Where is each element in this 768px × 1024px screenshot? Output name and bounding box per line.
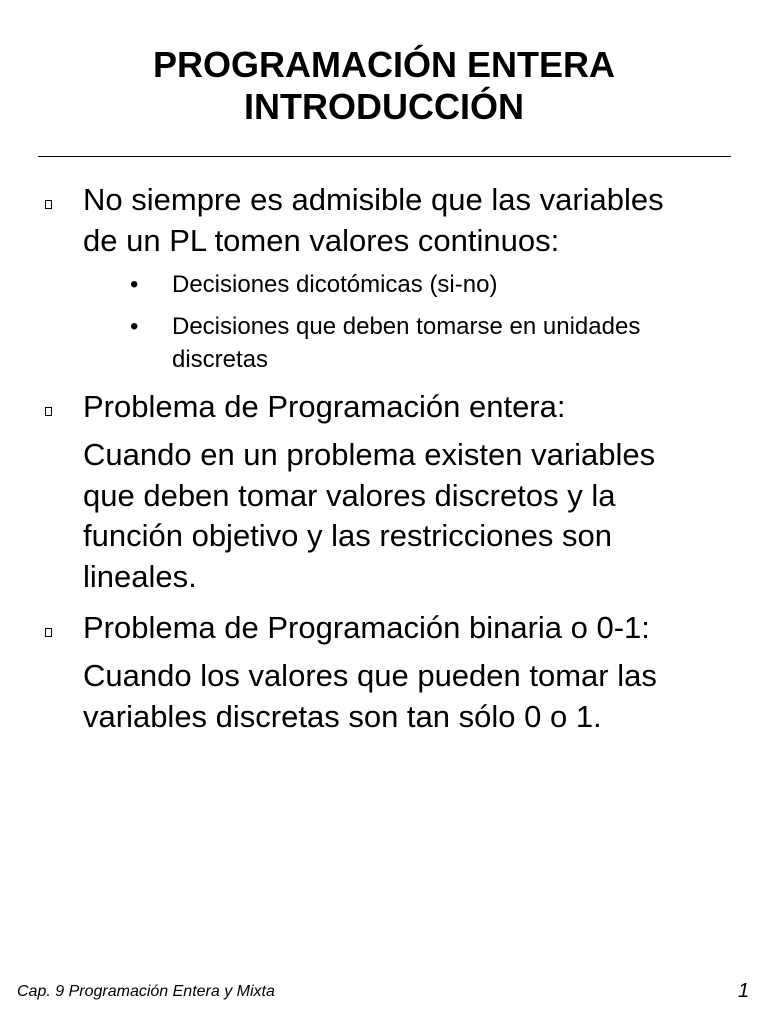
bullet-1-line-2: de un PL tomen valores continuos: [83, 223, 560, 258]
bullet-2-heading: Problema de Programación entera: [83, 389, 566, 424]
bullet-box-icon [45, 200, 52, 209]
bullet-2-line-2: que deben tomar valores discretos y la [83, 478, 616, 513]
slide-title-line-2: INTRODUCCIÓN [244, 86, 524, 127]
bullet-3-line-1: Cuando los valores que pueden tomar las [83, 658, 657, 693]
footer-chapter: Cap. 9 Programación Entera y Mixta [17, 983, 275, 1000]
bullet-box-icon [45, 407, 52, 416]
bullet-1-line-1: No siempre es admisible que las variables [83, 182, 664, 217]
sub-bullet-1: Decisiones dicotómicas (si-no) [172, 271, 498, 298]
bullet-2-line-4: lineales. [83, 559, 197, 594]
sub-bullet-dot-icon: • [130, 271, 139, 298]
sub-bullet-dot-icon: • [130, 313, 139, 340]
slide-title-line-1: PROGRAMACIÓN ENTERA [152, 44, 615, 85]
bullet-2-line-3: función objetivo y las restricciones son [83, 518, 612, 553]
sub-bullet-2-line-2: discretas [172, 346, 269, 373]
footer-page-number: 1 [738, 980, 750, 1002]
sub-bullet-2-line-1: Decisiones que deben tomarse en unidades [172, 313, 641, 340]
bullet-2-line-1: Cuando en un problema existen variables [83, 437, 656, 472]
bullet-3-heading: Problema de Programación binaria o 0-1: [83, 610, 650, 645]
bullet-box-icon [45, 628, 52, 637]
bullet-3-line-2: variables discretas son tan sólo 0 o 1. [83, 699, 602, 734]
